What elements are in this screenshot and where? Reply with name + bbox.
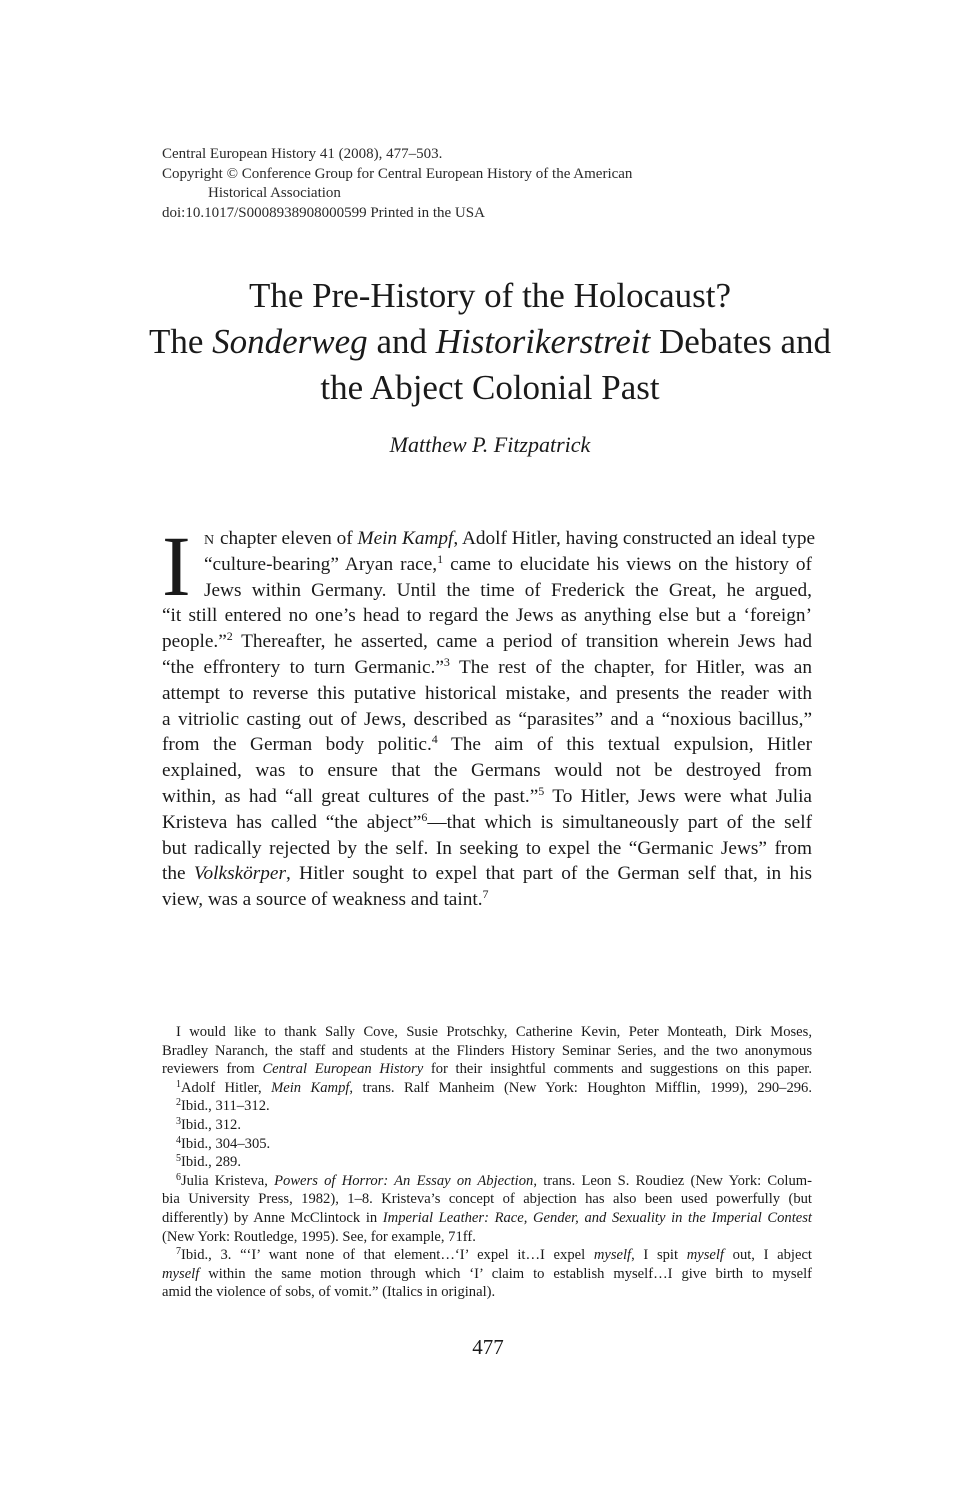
doi-line: doi:10.1017/S0008938908000599 Printed in the USA [162,204,485,221]
footnote-4: $^4$Ibid., 304–305. [176,1134,271,1152]
footnote-1: $^1$Adolf Hitler, Mein Kampf, trans. Ralf Manheim (New York: Houghton Mifflin, 1999), 290–296. [176,1078,812,1096]
body-line: the Volkskörper, Hitler sought to expel that part of the German self that, in his [162,863,812,885]
footnote-ref: 3 [443,654,450,669]
author-name: Matthew P. Fitzpatrick [389,432,591,457]
body-line: Kristeva has called “the abject”$^6$—that which is simultaneously part of the self [162,809,812,833]
acknowledgement-line: Bradley Naranch, the staff and students at the Flinders History Seminar Series, and the two anonymous [162,1042,812,1059]
body-line: people.”$^2$ Thereafter, he asserted, came a period of transition wherein Jews had [162,629,812,653]
acknowledgement-line: reviewers from Central European History for their insightful comments and suggestions on this paper. [162,1061,813,1078]
body-line: from the German body politic.$^4$ The aim of this textual expulsion, Hitler [162,732,812,756]
footnote-7-continued: myself within the same motion through which ‘I’ claim to establish myself…I give birth to myself [162,1265,812,1282]
body-line: N chapter eleven of Mein Kampf, Adolf Hitler, having constructed an ideal type [204,528,816,549]
footnote-3: $^3$Ibid., 312. [176,1115,241,1133]
footnote-6-continued: (New York: Routledge, 1995). See, for example, 71ff. [162,1228,476,1245]
footnote-ref: 4 [431,732,438,747]
title-line-1: The Pre-History of the Holocaust? [248,276,732,315]
journal-header [162,145,822,223]
body-line: “culture-bearing” Aryan race,$^1$ came to elucidate his views on the history of [204,551,812,575]
footnote-ref: 1 [437,551,444,566]
footnote-6-continued: differently) by Anne McClintock in Imperial Leather: Race, Gender, and Sexuality in the Imperial Contest [162,1209,812,1226]
footnote-6: $^6$Julia Kristeva, Powers of Horror: An Essay on Abjection, trans. Leon S. Roudiez (New York: Colum- [176,1171,812,1189]
footnote-5: $^5$Ibid., 289. [176,1153,241,1171]
footnotes [162,1023,812,1302]
drop-cap: I [162,518,191,614]
body-line: within, as had “all great cultures of the past.”$^5$ To Hitler, Jews were what Julia [162,783,812,807]
article-title [120,273,860,411]
footnote-ref: 7 [482,887,489,902]
title-line-3: the Abject Colonial Past [320,368,660,407]
acknowledgement-line: I would like to thank Sally Cove, Susie Protschky, Catherine Kevin, Peter Monteath, Dirk Moses, [176,1024,812,1040]
footnote-6-continued: bia University Press, 1982), 1–8. Kristeva’s concept of abjection has also been used powerfully (but [162,1191,812,1208]
footnote-2: $^2$Ibid., 311–312. [176,1097,270,1115]
footnote-ref: 5 [538,783,545,798]
body-line: but radically rejected by the self. In seeking to expel the “Germanic Jews” from [162,837,812,859]
footnote-ref: 2 [226,629,233,644]
body-line: a vitriolic casting out of Jews, described as “parasites” and a “noxious bacillus,” [162,708,812,730]
footnote-7-continued: amid the violence of sobs, of vomit.” (Italics in original). [162,1284,496,1301]
page-number: 477 [472,1335,504,1359]
journal-citation: Central European History 41 (2008), 477–503. [162,146,443,162]
copyright-line-continued: Historical Association [208,185,341,201]
body-text [162,518,816,913]
footnote-7: $^7$Ibid., 3. “‘I’ want none of that element…‘I’ expel it…I expel myself, I spit myself out, I abject [176,1246,812,1264]
body-line: “the effrontery to turn Germanic.”$^3$ The rest of the chapter, for Hitler, was an [162,654,813,678]
footnote-ref: 6 [421,809,428,824]
body-line: attempt to reverse this putative historical mistake, and presents the reader with [162,682,812,704]
copyright-line: Copyright © Conference Group for Central European History of the American [162,165,633,182]
body-line: “it still entered no one’s head to regard the Jews as anything else but a ‘foreign’ [162,605,812,627]
body-line: view, was a source of weakness and taint.$^7$ [162,887,489,911]
body-line: explained, was to ensure that the Germans would not be destroyed from [162,760,812,782]
title-line-2: The Sonderweg and Historikerstreit Debates and [148,322,832,361]
body-line: Jews within Germany. Until the time of Frederick the Great, he argued, [204,579,812,601]
